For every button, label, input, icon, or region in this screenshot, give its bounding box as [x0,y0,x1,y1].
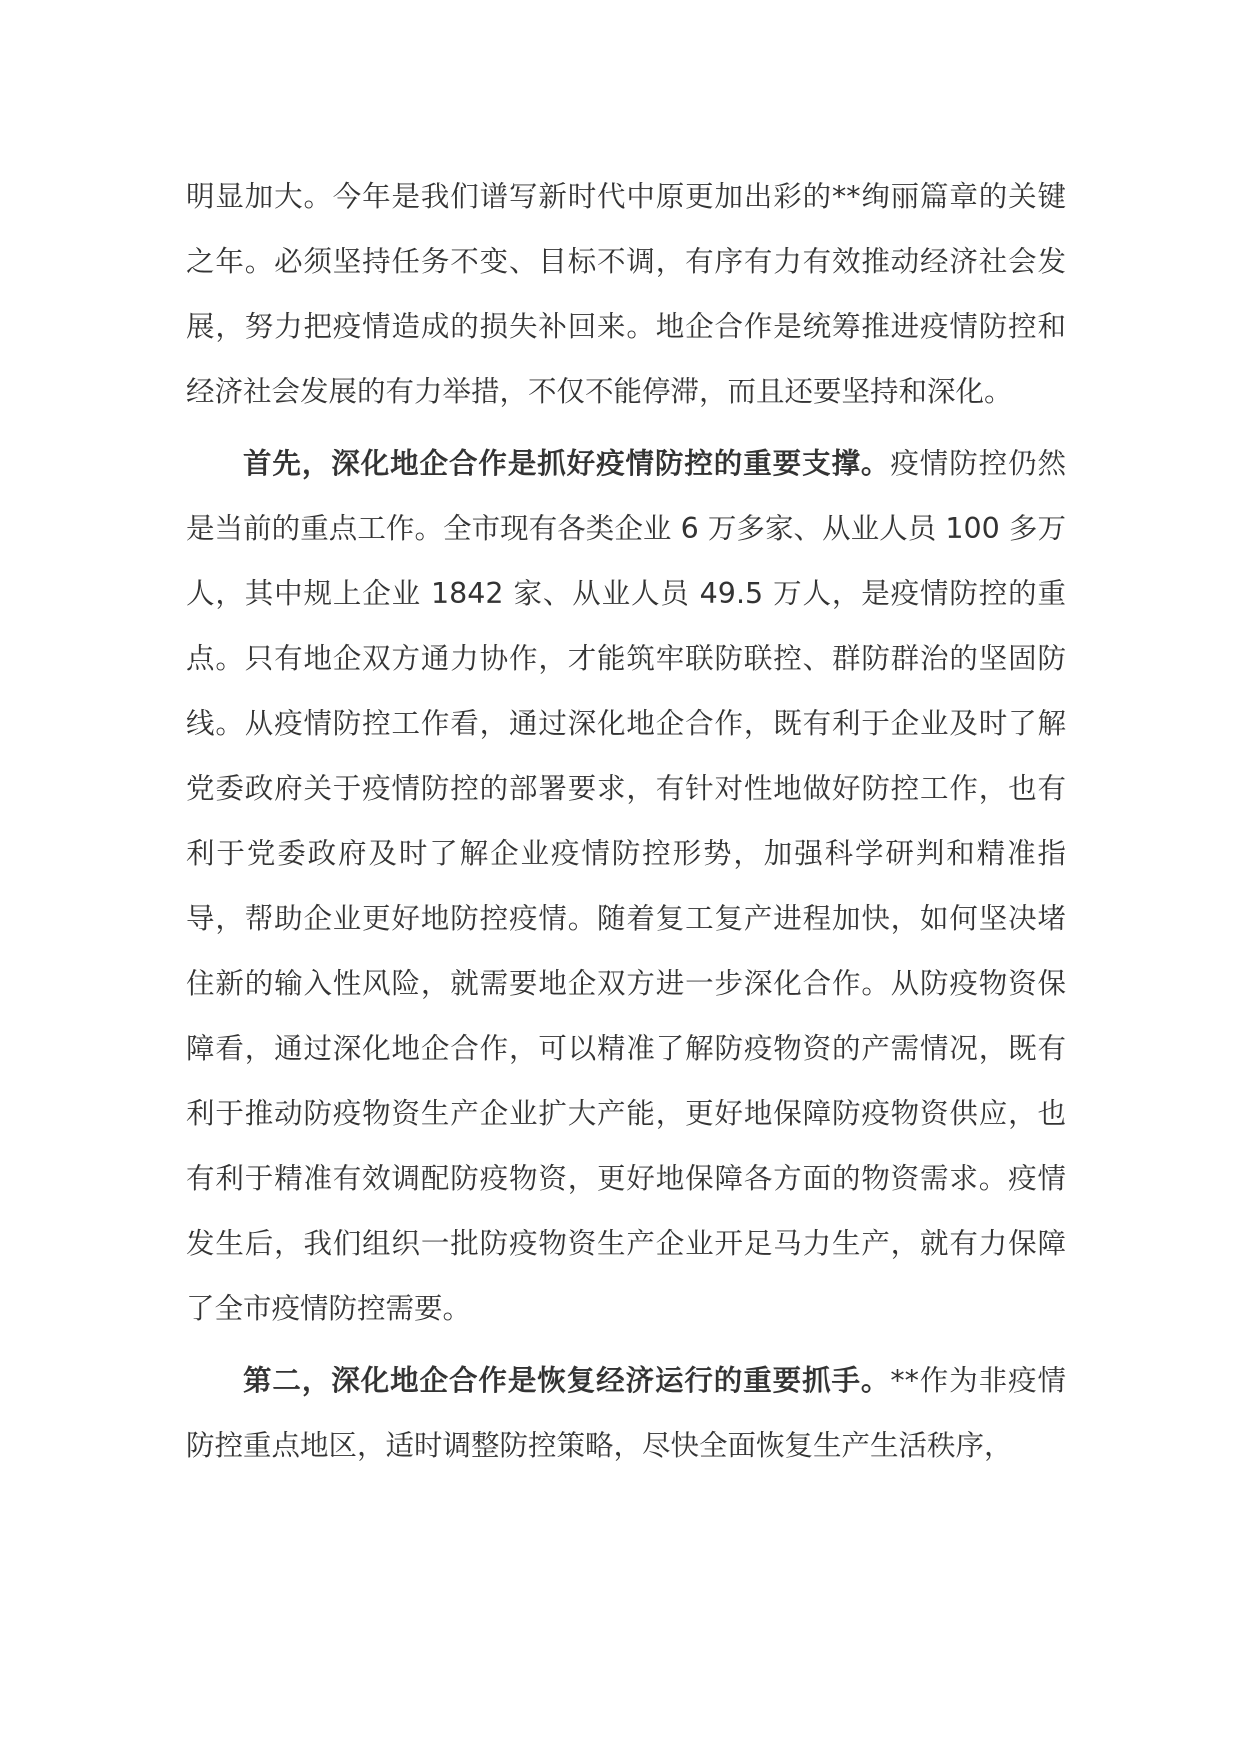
body-text [186,164,1066,1478]
paragraph-continuation [186,164,1066,424]
paragraph-second-point [186,1348,1066,1478]
paragraph-text: 明显加大。今年是我们谱写新时代中原更加出彩的**绚丽篇章的关键之年。必须坚持任务不变、目标不调，有序有力有效推动经济社会发展，努力把疫情造成的损失补回来。地企合作是统筹推进疫情防控和经济社会发展的有力举措，不仅不能停滞，而且还要坚持和深化。 [186,180,1066,408]
paragraph-lead-heading: 第二，深化地企合作是恢复经济运行的重要抓手。 [243,1364,891,1397]
paragraph-lead-heading: 首先，深化地企合作是抓好疫情防控的重要支撑。 [243,447,891,480]
paragraph-text: **作为非疫情防控重点地区，适时调整防控策略，尽快全面恢复生产生活秩序， [186,1364,1066,1462]
paragraph-text: 疫情防控仍然是当前的重点工作。全市现有各类企业 6 万多家、从业人员 100 多万人，其中规上企业 1842 家、从业人员 49.5 万人，是疫情防控的重点。只有地企双方通力协作，才能筑牢联防联控、群防群治的坚固防线。从疫情防控工作看，通过深化地企合作，既有利于企业及时了解党委政府关于疫情防控的部署要求，有针对性地做好防控工作，也有利于党委政府及时了解企业疫情防控形势，加强科学研判和精准指导，帮助企业更好地防控疫情。随着复工复产进程加快，如何坚决堵住新的输入性风险，就需要地企双方进一步深化合作。从防疫物资保障看，通过深化地企合作，可以精准了解防疫物资的产需情况，既有利于推动防疫物资生产企业扩大产能，更好地保障防疫物资供应，也有利于精准有效调配防疫物资，更好地保障各方面的物资需求。疫情发生后，我们组织一批防疫物资生产企业开足马力生产，就有力保障了全市疫情防控需要。 [186,447,1066,1325]
paragraph-first-point [186,431,1066,1341]
